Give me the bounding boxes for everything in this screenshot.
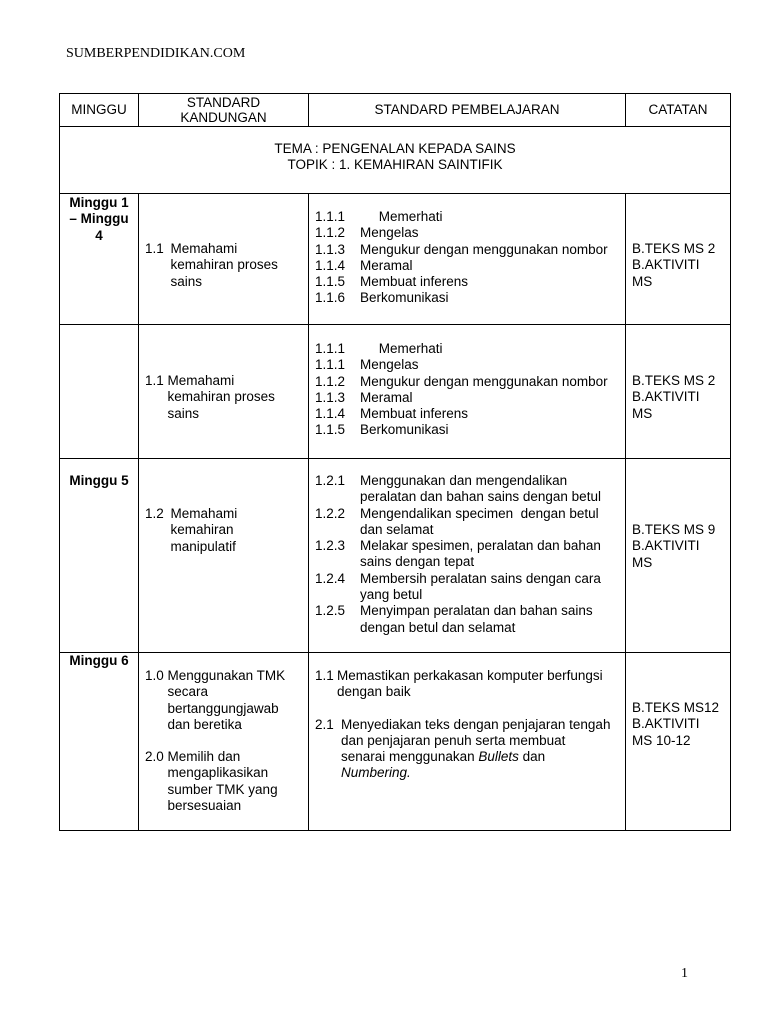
note-line: MS [632, 554, 653, 570]
note-line: MS 10-12 [632, 732, 691, 748]
theme-row [60, 127, 731, 194]
item-text: Numbering. [341, 765, 411, 781]
item-code: 1.1.1 [315, 357, 346, 373]
item-code: 1.1.2 [315, 373, 346, 389]
catatan-cell [626, 653, 731, 831]
item-code: 1.1.1 [315, 209, 346, 224]
item-text: Mengelas [360, 225, 419, 241]
standard-number: 2.0 [145, 749, 168, 765]
standard-text: mengaplikasikan [167, 765, 269, 781]
note-line: B.TEKS MS12 [632, 700, 720, 715]
note-line: B.TEKS MS 2 [632, 241, 716, 256]
item-text: senarai menggunakan Bullets dan [341, 749, 546, 765]
week-cell [60, 459, 139, 653]
header-standard-kandungan-line: KANDUNGAN [180, 110, 267, 125]
note-line: B.TEKS MS 9 [632, 522, 716, 537]
catatan-cell [626, 459, 731, 653]
header-standard-kandungan [139, 94, 309, 127]
standard-text: kemahiran [170, 522, 234, 538]
learning-item [315, 668, 621, 701]
page-number: 1 [681, 966, 688, 981]
item-code: 1.1.3 [315, 241, 346, 257]
learning-item [315, 209, 621, 225]
week-label: Minggu 5 [69, 473, 129, 488]
note-line: B.TEKS MS 2 [632, 373, 716, 388]
item-code: 1.1.4 [315, 406, 346, 422]
item-code: 1.2.2 [315, 505, 346, 521]
standard-pembelajaran-cell [309, 325, 626, 459]
item-italic: Numbering [341, 765, 408, 781]
item-text: Menyediakan teks dengan penjajaran tengah [341, 716, 611, 732]
item-text: Melakar spesimen, peralatan dan bahan [360, 538, 601, 554]
page-header-site: SUMBERPENDIDIKAN.COM [66, 46, 246, 61]
learning-item [315, 422, 621, 438]
week-label: Minggu 1 [69, 195, 129, 210]
standard-text: dan beretika [167, 716, 242, 732]
table-row [60, 653, 731, 831]
note-line: MS [632, 405, 653, 421]
learning-item [315, 357, 621, 373]
item-code: 1.1 [315, 668, 338, 683]
item-text: Menyimpan peralatan dan bahan sains [360, 603, 593, 619]
week-cell [60, 194, 139, 325]
standard-text: sumber TMK yang [167, 781, 278, 797]
theme-title: TEMA : PENGENALAN KEPADA SAINS [274, 141, 516, 156]
item-code: 1.2.1 [315, 473, 346, 488]
standard-pembelajaran-cell [309, 653, 626, 831]
standard-kandungan-cell [139, 194, 309, 325]
learning-item [315, 390, 621, 406]
standard-text: Memilih dan [167, 749, 241, 765]
item-text: Membersih peralatan sains dengan cara [360, 570, 601, 586]
item-text: Mengendalikan specimen dengan betul [360, 505, 599, 521]
note-line: B.AKTIVITI [632, 257, 700, 273]
header-standard-pembelajaran: STANDARD PEMBELAJARAN [309, 94, 626, 127]
standard-kandungan-cell [139, 325, 309, 459]
standard-kandungan-cell [139, 653, 309, 831]
table-row [60, 194, 731, 325]
header-minggu: MINGGU [60, 94, 139, 127]
item-code: 1.1.2 [315, 225, 346, 241]
item-code: 1.1.1 [315, 341, 346, 356]
standard-kandungan-cell [139, 459, 309, 653]
header-catatan: CATATAN [626, 94, 731, 127]
table-row [60, 325, 731, 459]
item-text: Menggunakan dan mengendalikan [360, 473, 568, 488]
item-code: 1.1.3 [315, 389, 346, 405]
item-italic: Bullets [478, 749, 519, 765]
item-text: Membuat inferens [360, 406, 469, 422]
theme-cell [60, 127, 731, 194]
standard-text: sains [170, 273, 203, 289]
item-code: 1.1.4 [315, 257, 346, 273]
standard-text: Memahami [170, 241, 238, 256]
learning-item [315, 538, 621, 571]
item-code: 1.2.5 [315, 603, 346, 619]
item-text: Membuat inferens [360, 274, 469, 290]
item-text: Memerhati [360, 209, 443, 224]
item-code: 1.1.6 [315, 290, 346, 306]
standard-text: secara [167, 684, 209, 700]
standard-number: 1.1 [145, 241, 168, 256]
item-text: dengan baik [337, 684, 411, 700]
learning-item [315, 473, 621, 506]
learning-item [315, 341, 621, 357]
standard-number: 1.0 [145, 668, 168, 683]
learning-item [315, 406, 621, 422]
learning-item [315, 603, 621, 636]
learning-item [315, 290, 621, 306]
learning-item [315, 258, 621, 274]
item-code: 1.2.3 [315, 538, 346, 554]
standard-text: manipulatif [170, 538, 236, 554]
learning-item [315, 374, 621, 390]
standard-text: kemahiran proses [167, 389, 275, 405]
header-standard-kandungan-line: STANDARD [186, 95, 261, 110]
item-text: Meramal [360, 257, 413, 273]
learning-item [315, 506, 621, 539]
item-text: Meramal [360, 389, 413, 405]
standard-pembelajaran-cell [309, 194, 626, 325]
learning-item [315, 242, 621, 258]
item-code: 1.1.5 [315, 422, 346, 438]
item-code: 1.1.5 [315, 274, 346, 290]
item-text: peralatan dan bahan sains dengan betul [360, 489, 601, 505]
item-code: 2.1 [315, 716, 338, 732]
item-text: sains dengan tepat [360, 554, 475, 570]
week-cell [60, 653, 139, 831]
item-text: Berkomunikasi [360, 422, 449, 438]
lesson-plan-table [59, 93, 731, 831]
item-text: Mengelas [360, 357, 419, 373]
item-text: Mengukur dengan menggunakan nombor [360, 241, 608, 257]
week-cell [60, 325, 139, 459]
learning-item [315, 717, 621, 782]
standard-text: sains [167, 405, 200, 421]
item-text: yang betul [360, 587, 423, 603]
standard-pembelajaran-cell [309, 459, 626, 653]
note-line: B.AKTIVITI [632, 538, 700, 554]
standard-text: kemahiran proses [170, 257, 278, 273]
item-text: Berkomunikasi [360, 290, 449, 306]
standard-text: Memahami [170, 506, 238, 521]
item-text: dengan betul dan selamat [360, 619, 516, 635]
item-text: dan selamat [360, 521, 434, 537]
standard-text: Memahami [167, 373, 235, 388]
item-text: Memerhati [360, 341, 443, 356]
learning-item [315, 225, 621, 241]
standard-number: 1.2 [145, 506, 168, 521]
item-text: dan penjajaran penuh serta membuat [341, 732, 566, 748]
week-label: 4 [95, 227, 103, 243]
table-row [60, 459, 731, 653]
week-label: Minggu 6 [69, 653, 129, 668]
standard-number: 1.1 [145, 373, 168, 388]
standard-text: Menggunakan TMK [167, 668, 286, 683]
item-text: Mengukur dengan menggunakan nombor [360, 373, 608, 389]
note-line: B.AKTIVITI [632, 716, 700, 732]
note-line: MS [632, 273, 653, 289]
learning-item [315, 274, 621, 290]
week-label: – Minggu [69, 211, 129, 227]
learning-item [315, 571, 621, 604]
item-text: Memastikan perkakasan komputer berfungsi [337, 668, 603, 683]
catatan-cell [626, 325, 731, 459]
standard-text: bersesuaian [167, 798, 242, 814]
topic-title: TOPIK : 1. KEMAHIRAN SAINTIFIK [287, 157, 503, 173]
table-header-row [60, 94, 731, 127]
standard-text: bertanggungjawab [167, 700, 279, 716]
note-line: B.AKTIVITI [632, 389, 700, 405]
item-code: 1.2.4 [315, 570, 346, 586]
catatan-cell [626, 194, 731, 325]
